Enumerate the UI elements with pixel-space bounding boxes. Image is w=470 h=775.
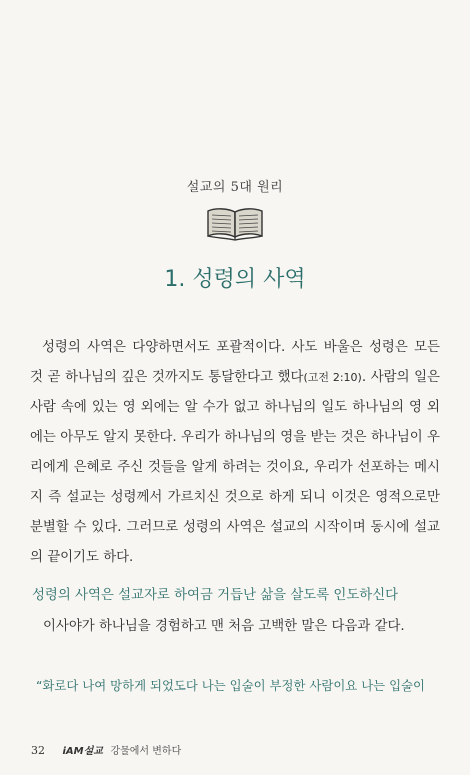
scripture-citation: (고전 2:10) (303, 371, 362, 384)
body-text-part: 성령의 사역은 다양하면서도 포괄적이다. 사도 바울은 성령은 모든 것 곧 하나님의 깊은 것까지도 통달한다고 했다 (30, 340, 440, 385)
highlight-heading: 성령의 사역은 설교자로 하여금 거듭난 삶을 살도록 인도하신다 (32, 588, 399, 603)
section-label: 설교의 5대 원리 (186, 180, 284, 195)
page-number: 32 (31, 744, 45, 757)
chapter-title: 1. 성령의 사역 (164, 267, 306, 292)
scripture-quote: “화로다 나여 망하게 되었도다 나는 입술이 부정한 사람이요 나는 입술이 (36, 678, 425, 693)
follow-paragraph: 이사야가 하나님을 경험하고 맨 처음 고백한 말은 다음과 같다. (43, 619, 405, 634)
body-paragraph (30, 333, 440, 573)
book-series: 강물에서 변하다 (110, 746, 182, 757)
body-text-part: . 사람의 일은 사람 속에 있는 영 외에는 알 수가 없고 하나님의 일도 하나님의 영 외에는 아무도 알지 못한다. 우리가 하나님의 영을 받는 것은 하나님이 우리에게 은혜로 주신 것들을 알게 하려는 것이요, 우리가 선포하는 메시지 즉 설교는 성령께서 가르치신 것으로 하게 되니 이것은 영적으로만 분별할 수 있다. 그러므로 성령의 사역은 설교의 시작이며 동시에 설교의 끝이기도 하다. (30, 370, 440, 565)
page-footer (31, 742, 181, 757)
open-book-icon (205, 206, 265, 242)
book-brand: iAM설교 (62, 746, 103, 757)
